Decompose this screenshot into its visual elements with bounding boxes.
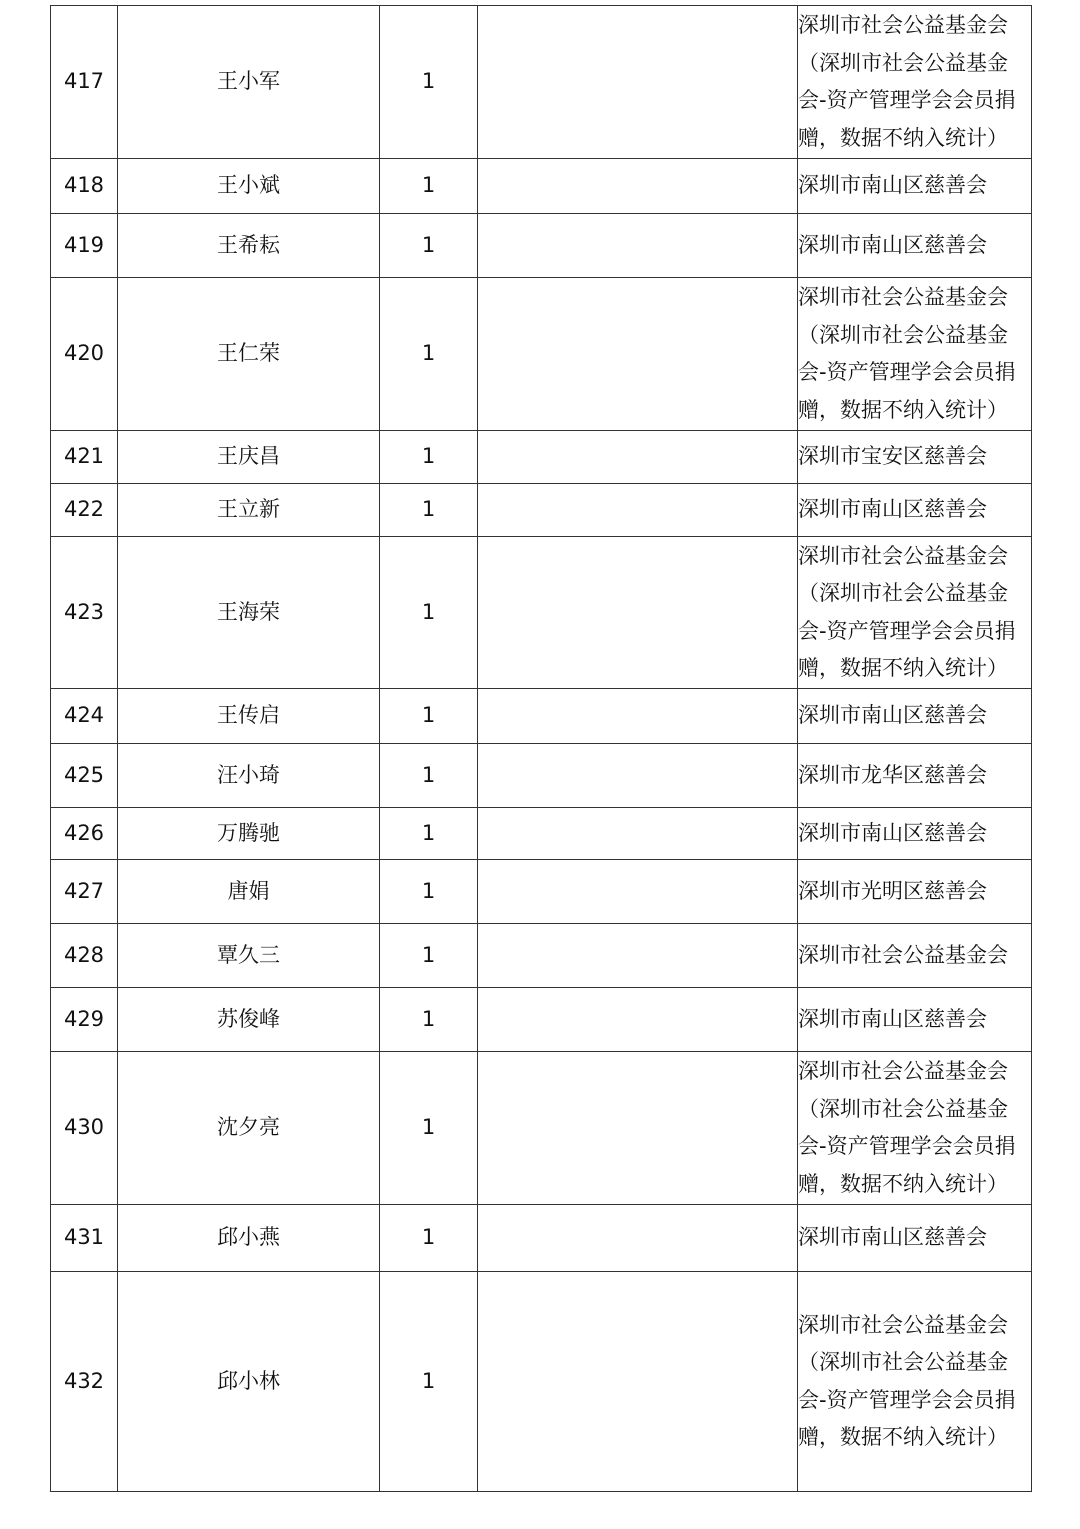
organization-cell: 深圳市社会公益基金会 <box>798 924 1032 988</box>
organization-cell: 深圳市南山区慈善会 <box>798 689 1032 744</box>
quantity-cell: 1 <box>380 689 478 744</box>
serial-number-cell: 427 <box>51 860 118 924</box>
donor-name-cell: 王海荣 <box>118 537 380 689</box>
quantity-cell: 1 <box>380 214 478 278</box>
table-row <box>51 6 1032 159</box>
empty-cell <box>478 988 798 1052</box>
quantity-cell: 1 <box>380 1052 478 1205</box>
table-row <box>51 860 1032 924</box>
organization-cell: 深圳市龙华区慈善会 <box>798 744 1032 808</box>
organization-cell: 深圳市南山区慈善会 <box>798 484 1032 537</box>
serial-number-cell: 423 <box>51 537 118 689</box>
donor-name-cell: 汪小琦 <box>118 744 380 808</box>
donor-name-cell: 王小斌 <box>118 159 380 214</box>
donor-table-body <box>51 6 1032 1492</box>
quantity-cell: 1 <box>380 484 478 537</box>
table-row <box>51 689 1032 744</box>
table-row <box>51 924 1032 988</box>
donor-name-cell: 邱小燕 <box>118 1205 380 1272</box>
empty-cell <box>478 1205 798 1272</box>
donor-name-cell: 覃久三 <box>118 924 380 988</box>
empty-cell <box>478 214 798 278</box>
donor-name-cell: 王庆昌 <box>118 431 380 484</box>
quantity-cell: 1 <box>380 1272 478 1492</box>
quantity-cell: 1 <box>380 988 478 1052</box>
empty-cell <box>478 1272 798 1492</box>
quantity-cell: 1 <box>380 159 478 214</box>
serial-number-cell: 425 <box>51 744 118 808</box>
table-row <box>51 1052 1032 1205</box>
quantity-cell: 1 <box>380 860 478 924</box>
table-row <box>51 1205 1032 1272</box>
table-row <box>51 484 1032 537</box>
serial-number-cell: 419 <box>51 214 118 278</box>
quantity-cell: 1 <box>380 431 478 484</box>
empty-cell <box>478 278 798 431</box>
donor-name-cell: 王仁荣 <box>118 278 380 431</box>
donor-name-cell: 王立新 <box>118 484 380 537</box>
serial-number-cell: 430 <box>51 1052 118 1205</box>
empty-cell <box>478 159 798 214</box>
donor-name-cell: 邱小林 <box>118 1272 380 1492</box>
donor-name-cell: 沈夕亮 <box>118 1052 380 1205</box>
serial-number-cell: 428 <box>51 924 118 988</box>
quantity-cell: 1 <box>380 6 478 159</box>
serial-number-cell: 420 <box>51 278 118 431</box>
organization-cell: 深圳市南山区慈善会 <box>798 214 1032 278</box>
quantity-cell: 1 <box>380 1205 478 1272</box>
empty-cell <box>478 860 798 924</box>
serial-number-cell: 418 <box>51 159 118 214</box>
table-row <box>51 744 1032 808</box>
quantity-cell: 1 <box>380 278 478 431</box>
serial-number-cell: 426 <box>51 808 118 860</box>
serial-number-cell: 431 <box>51 1205 118 1272</box>
donor-name-cell: 王小军 <box>118 6 380 159</box>
empty-cell <box>478 6 798 159</box>
donor-name-cell: 苏俊峰 <box>118 988 380 1052</box>
serial-number-cell: 417 <box>51 6 118 159</box>
empty-cell <box>478 537 798 689</box>
empty-cell <box>478 431 798 484</box>
table-row <box>51 808 1032 860</box>
quantity-cell: 1 <box>380 924 478 988</box>
organization-cell: 深圳市社会公益基金会（深圳市社会公益基金会-资产管理学会会员捐赠，数据不纳入统计） <box>798 537 1032 689</box>
donor-name-cell: 王希耘 <box>118 214 380 278</box>
serial-number-cell: 422 <box>51 484 118 537</box>
table-row <box>51 214 1032 278</box>
table-row <box>51 159 1032 214</box>
organization-cell: 深圳市社会公益基金会（深圳市社会公益基金会-资产管理学会会员捐赠，数据不纳入统计） <box>798 1272 1032 1492</box>
organization-cell: 深圳市南山区慈善会 <box>798 808 1032 860</box>
empty-cell <box>478 484 798 537</box>
empty-cell <box>478 924 798 988</box>
organization-cell: 深圳市社会公益基金会（深圳市社会公益基金会-资产管理学会会员捐赠，数据不纳入统计） <box>798 1052 1032 1205</box>
serial-number-cell: 424 <box>51 689 118 744</box>
table-row <box>51 278 1032 431</box>
organization-cell: 深圳市社会公益基金会（深圳市社会公益基金会-资产管理学会会员捐赠，数据不纳入统计） <box>798 278 1032 431</box>
serial-number-cell: 429 <box>51 988 118 1052</box>
table-row <box>51 431 1032 484</box>
empty-cell <box>478 689 798 744</box>
donor-name-cell: 王传启 <box>118 689 380 744</box>
organization-cell: 深圳市社会公益基金会（深圳市社会公益基金会-资产管理学会会员捐赠，数据不纳入统计） <box>798 6 1032 159</box>
quantity-cell: 1 <box>380 537 478 689</box>
organization-cell: 深圳市宝安区慈善会 <box>798 431 1032 484</box>
table-row <box>51 988 1032 1052</box>
serial-number-cell: 432 <box>51 1272 118 1492</box>
empty-cell <box>478 744 798 808</box>
quantity-cell: 1 <box>380 808 478 860</box>
quantity-cell: 1 <box>380 744 478 808</box>
organization-cell: 深圳市南山区慈善会 <box>798 1205 1032 1272</box>
serial-number-cell: 421 <box>51 431 118 484</box>
donor-table <box>50 5 1032 1492</box>
organization-cell: 深圳市光明区慈善会 <box>798 860 1032 924</box>
empty-cell <box>478 808 798 860</box>
donor-name-cell: 万腾驰 <box>118 808 380 860</box>
table-row <box>51 1272 1032 1492</box>
donor-name-cell: 唐娟 <box>118 860 380 924</box>
organization-cell: 深圳市南山区慈善会 <box>798 988 1032 1052</box>
table-row <box>51 537 1032 689</box>
organization-cell: 深圳市南山区慈善会 <box>798 159 1032 214</box>
empty-cell <box>478 1052 798 1205</box>
